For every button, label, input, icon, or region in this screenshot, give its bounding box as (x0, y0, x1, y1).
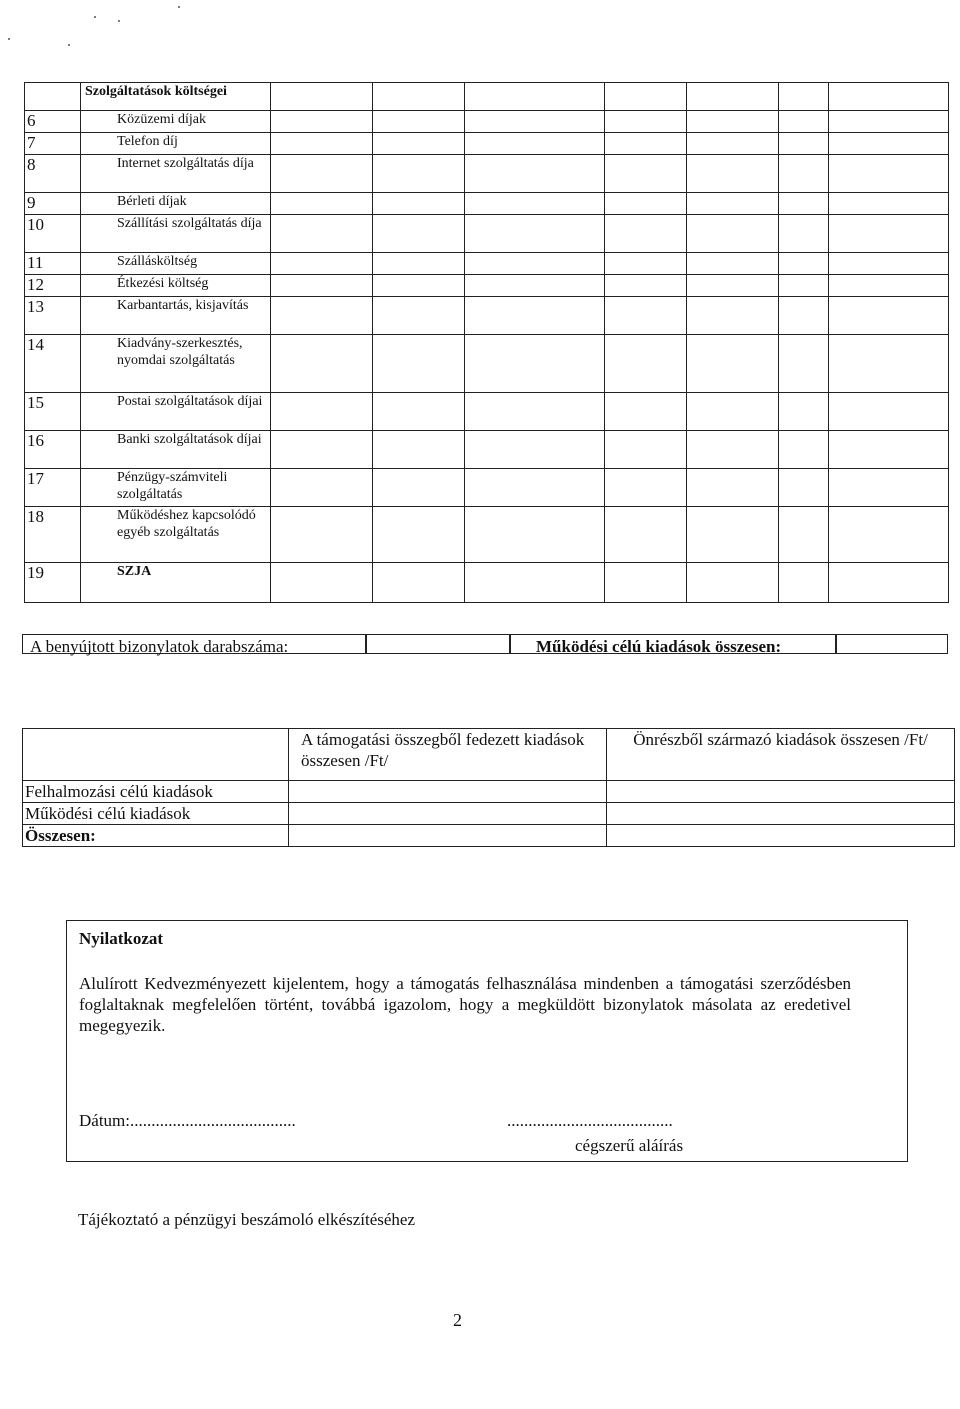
row-label: Bérleti díjak (81, 193, 271, 215)
date-field: Dátum:....................................... (79, 1111, 296, 1130)
declaration-box (66, 920, 908, 1162)
row-number: 10 (25, 215, 81, 253)
amount-cell (373, 155, 465, 193)
row-label: Étkezési költség (81, 275, 271, 297)
amount-cell (271, 253, 373, 275)
cost-table (24, 82, 949, 603)
amount-cell (687, 155, 779, 193)
row-number: 14 (25, 335, 81, 393)
amount-cell (373, 335, 465, 393)
amount-cell (465, 469, 605, 507)
row-label: Közüzemi díjak (81, 111, 271, 133)
cost-row (25, 393, 949, 431)
amount-cell (373, 297, 465, 335)
amount-cell (605, 431, 687, 469)
amount-cell (687, 507, 779, 563)
amount-cell (271, 275, 373, 297)
operating-total-label: Működési célú kiadások összesen: (536, 637, 782, 656)
declaration-text: Alulírott Kedvezményezett kijelentem, hogy a támogatás felhasználása mindenben a támogatási szerződésben foglaltaknak megfelelően történt, továbbá igazolom, hogy a megküldött bizonylatok másolata az eredetivel megegyezik. (79, 974, 851, 1035)
scan-speck (68, 44, 70, 46)
amount-cell (465, 297, 605, 335)
amount-cell (465, 507, 605, 563)
amount-cell (373, 431, 465, 469)
row-capital-label: Felhalmozási célú kiadások (23, 781, 289, 803)
row-capital-funded (289, 781, 607, 803)
amount-cell (271, 215, 373, 253)
amount-cell (605, 111, 687, 133)
amount-cell (687, 297, 779, 335)
amount-cell (779, 393, 829, 431)
amount-cell (829, 155, 949, 193)
amount-cell (271, 297, 373, 335)
row-number: 17 (25, 469, 81, 507)
amount-cell (779, 297, 829, 335)
col-funded-header: A támogatási összegből fedezett kiadások összesen /Ft/ (289, 729, 607, 781)
amount-cell (605, 335, 687, 393)
amount-cell (605, 275, 687, 297)
scan-speck (178, 6, 180, 8)
amount-cell (687, 193, 779, 215)
scan-speck (8, 38, 10, 40)
amount-cell (373, 215, 465, 253)
row-number: 7 (25, 133, 81, 155)
amount-cell (779, 133, 829, 155)
amount-cell (271, 563, 373, 603)
amount-cell (779, 215, 829, 253)
amount-cell (829, 563, 949, 603)
row-number: 13 (25, 297, 81, 335)
amount-cell (829, 111, 949, 133)
row-capital-own (607, 781, 955, 803)
amount-cell (687, 335, 779, 393)
scan-speck (94, 16, 96, 18)
amount-cell (373, 469, 465, 507)
amount-cell (687, 133, 779, 155)
scan-speck (118, 20, 120, 22)
amount-cell (779, 253, 829, 275)
amount-cell (687, 253, 779, 275)
cost-table-header: Szolgáltatások költségei (81, 83, 271, 111)
cost-row (25, 431, 949, 469)
row-total-own (607, 825, 955, 847)
amount-cell (465, 335, 605, 393)
amount-cell (829, 335, 949, 393)
amount-cell (779, 193, 829, 215)
row-number: 18 (25, 507, 81, 563)
cost-row (25, 215, 949, 253)
amount-cell (605, 469, 687, 507)
amount-cell (465, 253, 605, 275)
amount-cell (465, 193, 605, 215)
row-label: Szállítási szolgáltatás díja (81, 215, 271, 253)
amount-cell (373, 393, 465, 431)
page-number: 2 (453, 1310, 462, 1330)
footer-text: Tájékoztató a pénzügyi beszámoló elkészítéséhez (78, 1210, 416, 1229)
amount-cell (779, 469, 829, 507)
signature-label: cégszerű aláírás (575, 1136, 684, 1155)
cost-row (25, 155, 949, 193)
amount-cell (605, 563, 687, 603)
cost-row (25, 335, 949, 393)
amount-cell (465, 111, 605, 133)
amount-cell (687, 215, 779, 253)
amount-cell (271, 193, 373, 215)
amount-cell (271, 335, 373, 393)
row-label: Karbantartás, kisjavítás (81, 297, 271, 335)
cost-row (25, 275, 949, 297)
amount-cell (829, 507, 949, 563)
row-label: Szállásköltség (81, 253, 271, 275)
cost-row (25, 297, 949, 335)
amount-cell (271, 469, 373, 507)
amount-cell (605, 253, 687, 275)
row-number: 16 (25, 431, 81, 469)
amount-cell (779, 155, 829, 193)
row-operating-funded (289, 803, 607, 825)
amount-cell (779, 111, 829, 133)
row-operating-label: Működési célú kiadások (23, 803, 289, 825)
amount-cell (465, 563, 605, 603)
row-label: Postai szolgáltatások díjai (81, 393, 271, 431)
amount-cell (829, 193, 949, 215)
amount-cell (687, 111, 779, 133)
amount-cell (829, 393, 949, 431)
amount-cell (465, 215, 605, 253)
amount-cell (465, 155, 605, 193)
amount-cell (605, 297, 687, 335)
amount-cell (373, 133, 465, 155)
cost-row (25, 469, 949, 507)
amount-cell (779, 507, 829, 563)
amount-cell (271, 155, 373, 193)
amount-cell (605, 155, 687, 193)
amount-cell (373, 275, 465, 297)
row-total-label: Összesen: (23, 825, 289, 847)
amount-cell (271, 393, 373, 431)
cost-row (25, 193, 949, 215)
row-number: 19 (25, 563, 81, 603)
amount-cell (829, 431, 949, 469)
amount-cell (687, 563, 779, 603)
documents-count-label: A benyújtott bizonylatok darabszáma: (30, 637, 289, 656)
amount-cell (605, 507, 687, 563)
row-number: 9 (25, 193, 81, 215)
amount-cell (373, 507, 465, 563)
row-label: Banki szolgáltatások díjai (81, 431, 271, 469)
amount-cell (687, 393, 779, 431)
amount-cell (779, 275, 829, 297)
row-number: 8 (25, 155, 81, 193)
amount-cell (605, 393, 687, 431)
amount-cell (465, 275, 605, 297)
row-label: Internet szolgáltatás díja (81, 155, 271, 193)
amount-cell (829, 133, 949, 155)
amount-cell (779, 431, 829, 469)
amount-cell (605, 133, 687, 155)
cost-row (25, 111, 949, 133)
amount-cell (687, 431, 779, 469)
amount-cell (687, 275, 779, 297)
amount-cell (829, 297, 949, 335)
summary-table (22, 728, 955, 847)
amount-cell (829, 469, 949, 507)
cost-row (25, 563, 949, 603)
cost-row (25, 133, 949, 155)
operating-total-value (836, 634, 948, 654)
amount-cell (687, 469, 779, 507)
signature-line: ....................................... (507, 1111, 673, 1130)
row-number: 11 (25, 253, 81, 275)
cost-row (25, 253, 949, 275)
amount-cell (271, 111, 373, 133)
amount-cell (373, 563, 465, 603)
amount-cell (271, 133, 373, 155)
row-total-funded (289, 825, 607, 847)
amount-cell (829, 215, 949, 253)
amount-cell (373, 111, 465, 133)
amount-cell (271, 507, 373, 563)
amount-cell (779, 563, 829, 603)
row-label: Kiadvány-szerkesztés, nyomdai szolgáltatás (81, 335, 271, 393)
amount-cell (373, 253, 465, 275)
row-number: 6 (25, 111, 81, 133)
row-number: 15 (25, 393, 81, 431)
col-own-header: Önrészből származó kiadások összesen /Ft/ (607, 729, 955, 781)
amount-cell (373, 193, 465, 215)
amount-cell (465, 133, 605, 155)
amount-cell (605, 215, 687, 253)
declaration-title: Nyilatkozat (79, 929, 164, 948)
amount-cell (465, 431, 605, 469)
row-label: SZJA (81, 563, 271, 603)
amount-cell (465, 393, 605, 431)
cost-row (25, 507, 949, 563)
row-label: Telefon díj (81, 133, 271, 155)
amount-cell (271, 431, 373, 469)
amount-cell (829, 275, 949, 297)
amount-cell (829, 253, 949, 275)
row-label: Működéshez kapcsolódó egyéb szolgáltatás (81, 507, 271, 563)
row-number: 12 (25, 275, 81, 297)
row-label: Pénzügy-számviteli szolgáltatás (81, 469, 271, 507)
amount-cell (605, 193, 687, 215)
amount-cell (779, 335, 829, 393)
documents-count-value (366, 634, 510, 654)
row-operating-own (607, 803, 955, 825)
header-num-cell (25, 83, 81, 111)
